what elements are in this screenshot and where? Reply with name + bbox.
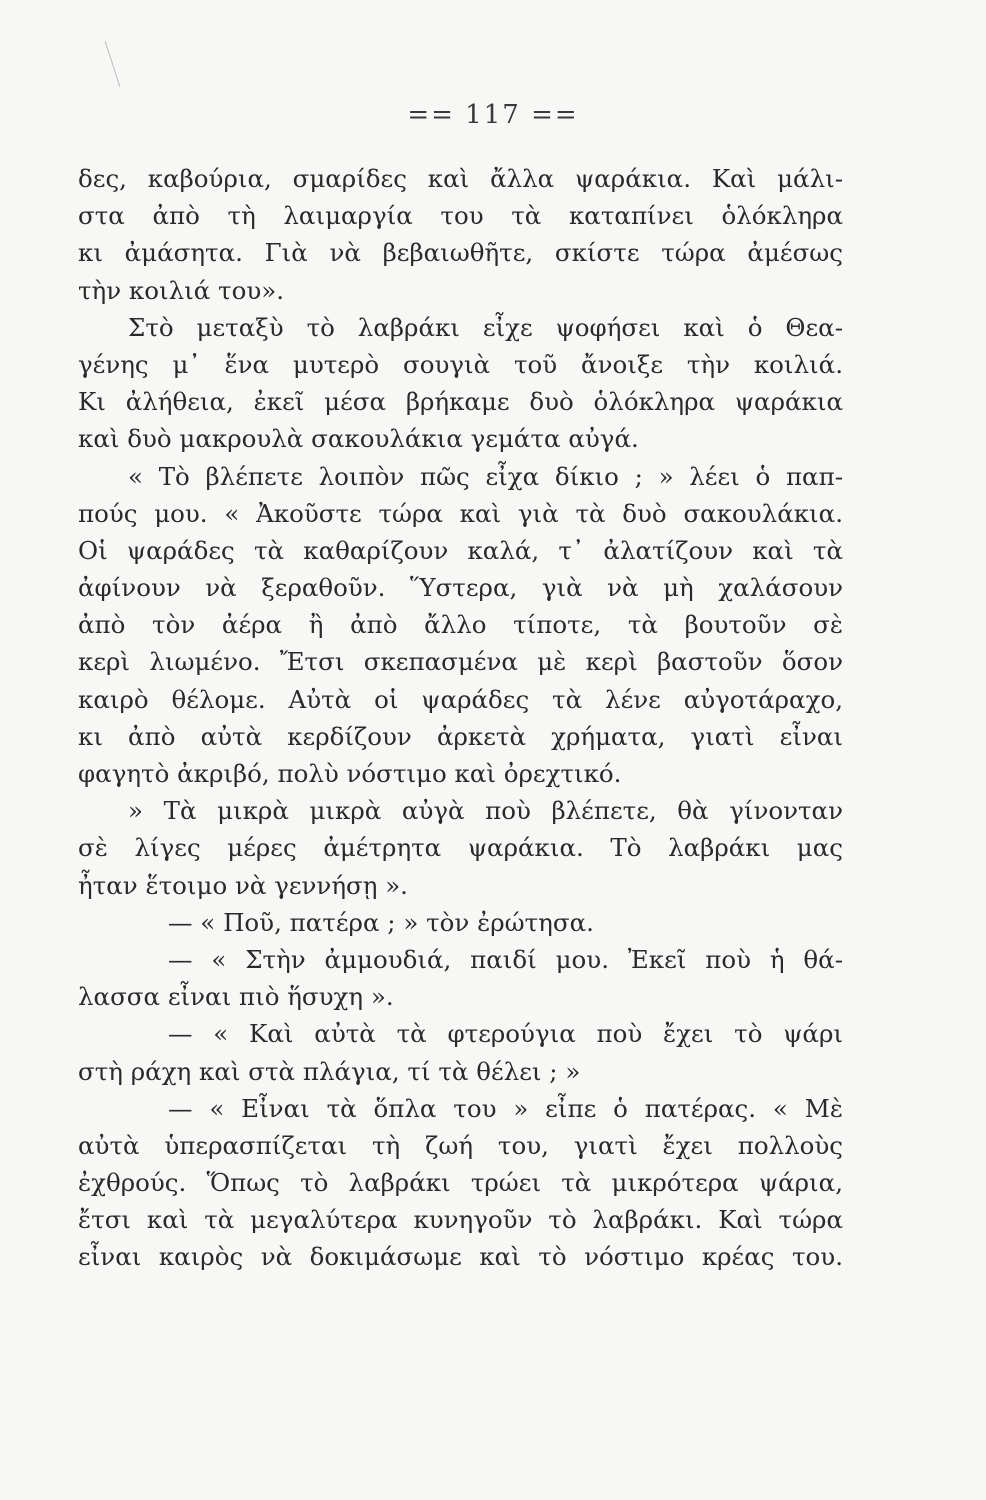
body-text: [78, 160, 843, 1276]
text-line: λασσα εἶναι πιὸ ἥσυχη ».: [78, 982, 394, 1012]
page-number: == 117 ==: [407, 100, 579, 130]
text-line: ἔτσι καὶ τὰ μεγαλύτερα κυνηγοῦν τὸ λαβράκι. Καὶ τώρα: [78, 1205, 843, 1235]
text-line: αὐτὰ ὑπερασπίζεται τὴ ζωή του, γιατὶ ἔχει πολλοὺς: [78, 1130, 843, 1160]
text-line: καὶ δυὸ μακρουλὰ σακουλάκια γεμάτα αὐγά.: [78, 424, 639, 454]
text-line: κι ἀπὸ αὐτὰ κερδίζουν ἀρκετὰ χρήματα, γιατὶ εἶναι: [78, 721, 843, 751]
text-line: δες, καβούρια, σμαρίδες καὶ ἄλλα ψαράκια. Καὶ μάλι-: [78, 164, 843, 193]
text-line: — « Καὶ αὐτὰ τὰ φτερούγια ποὺ ἔχει τὸ ψάρι: [168, 1019, 843, 1049]
text-line: στὴ ράχη καὶ στὰ πλάγια, τί τὰ θέλει ; »: [78, 1056, 581, 1086]
text-line: σὲ λίγες μέρες ἀμέτρητα ψαράκια. Τὸ λαβράκι μας: [78, 833, 843, 863]
text-line: φαγητὸ ἀκριβό, πολὺ νόστιμο καὶ ὀρεχτικό.: [78, 759, 622, 788]
text-line: ἦταν ἕτοιμο νὰ γεννήσῃ ».: [78, 870, 408, 900]
text-line: — « Στὴν ἀμμουδιά, παιδί μου. Ἐκεῖ ποὺ ἡ θά-: [168, 944, 843, 974]
text-line: » Τὰ μικρὰ μικρὰ αὐγὰ ποὺ βλέπετε, θὰ γίνονταν: [128, 796, 843, 826]
margin-pencil-mark: [105, 41, 121, 87]
text-line: καιρὸ θέλομε. Αὐτὰ οἱ ψαράδες τὰ λένε αὐγοτάραχο,: [78, 684, 843, 714]
text-line: — « Εἶναι τὰ ὅπλα του » εἶπε ὁ πατέρας. « Μὲ: [168, 1093, 843, 1123]
text-line: πούς μου. « Ἀκοῦστε τώρα καὶ γιὰ τὰ δυὸ σακουλάκια.: [78, 498, 843, 528]
text-line: τὴν κοιλιά του».: [78, 275, 285, 305]
text-line: εἶναι καιρὸς νὰ δοκιμάσωμε καὶ τὸ νόστιμο κρέας του.: [78, 1242, 843, 1272]
text-line: « Τὸ βλέπετε λοιπὸν πῶς εἶχα δίκιο ; » λέει ὁ παπ-: [128, 461, 843, 491]
text-line: — « Ποῦ, πατέρα ; » τὸν ἐρώτησα.: [168, 907, 594, 937]
text-line: Στὸ μεταξὺ τὸ λαβράκι εἶχε ψοφήσει καὶ ὁ Θεα-: [128, 312, 843, 342]
text-line: κερὶ λιωμένο. Ἔτσι σκεπασμένα μὲ κερὶ βαστοῦν ὅσον: [78, 647, 843, 677]
text-line: ἀπὸ τὸν ἀέρα ἢ ἀπὸ ἄλλο τίποτε, τὰ βουτοῦν σὲ: [78, 610, 843, 640]
text-line: ἀφίνουν νὰ ξεραθοῦν. Ὕστερα, γιὰ νὰ μὴ χαλάσουν: [78, 573, 843, 603]
text-line: Κι ἀλήθεια, ἐκεῖ μέσα βρήκαμε δυὸ ὁλόκληρα ψαράκια: [78, 387, 843, 417]
text-line: ἐχθρούς. Ὅπως τὸ λαβράκι τρώει τὰ μικρότερα ψάρια,: [78, 1168, 843, 1198]
text-line: Οἱ ψαράδες τὰ καθαρίζουν καλά, τ᾽ ἀλατίζουν καὶ τὰ: [78, 535, 843, 565]
text-line: κι ἀμάσητα. Γιὰ νὰ βεβαιωθῆτε, σκίστε τώρα ἀμέσως: [78, 238, 843, 268]
text-line: στα ἀπὸ τὴ λαιμαργία του τὰ καταπίνει ὁλόκληρα: [78, 201, 843, 231]
text-line: γένης μ᾽ ἕνα μυτερὸ σουγιὰ τοῦ ἄνοιξε τὴν κοιλιά.: [78, 349, 843, 379]
